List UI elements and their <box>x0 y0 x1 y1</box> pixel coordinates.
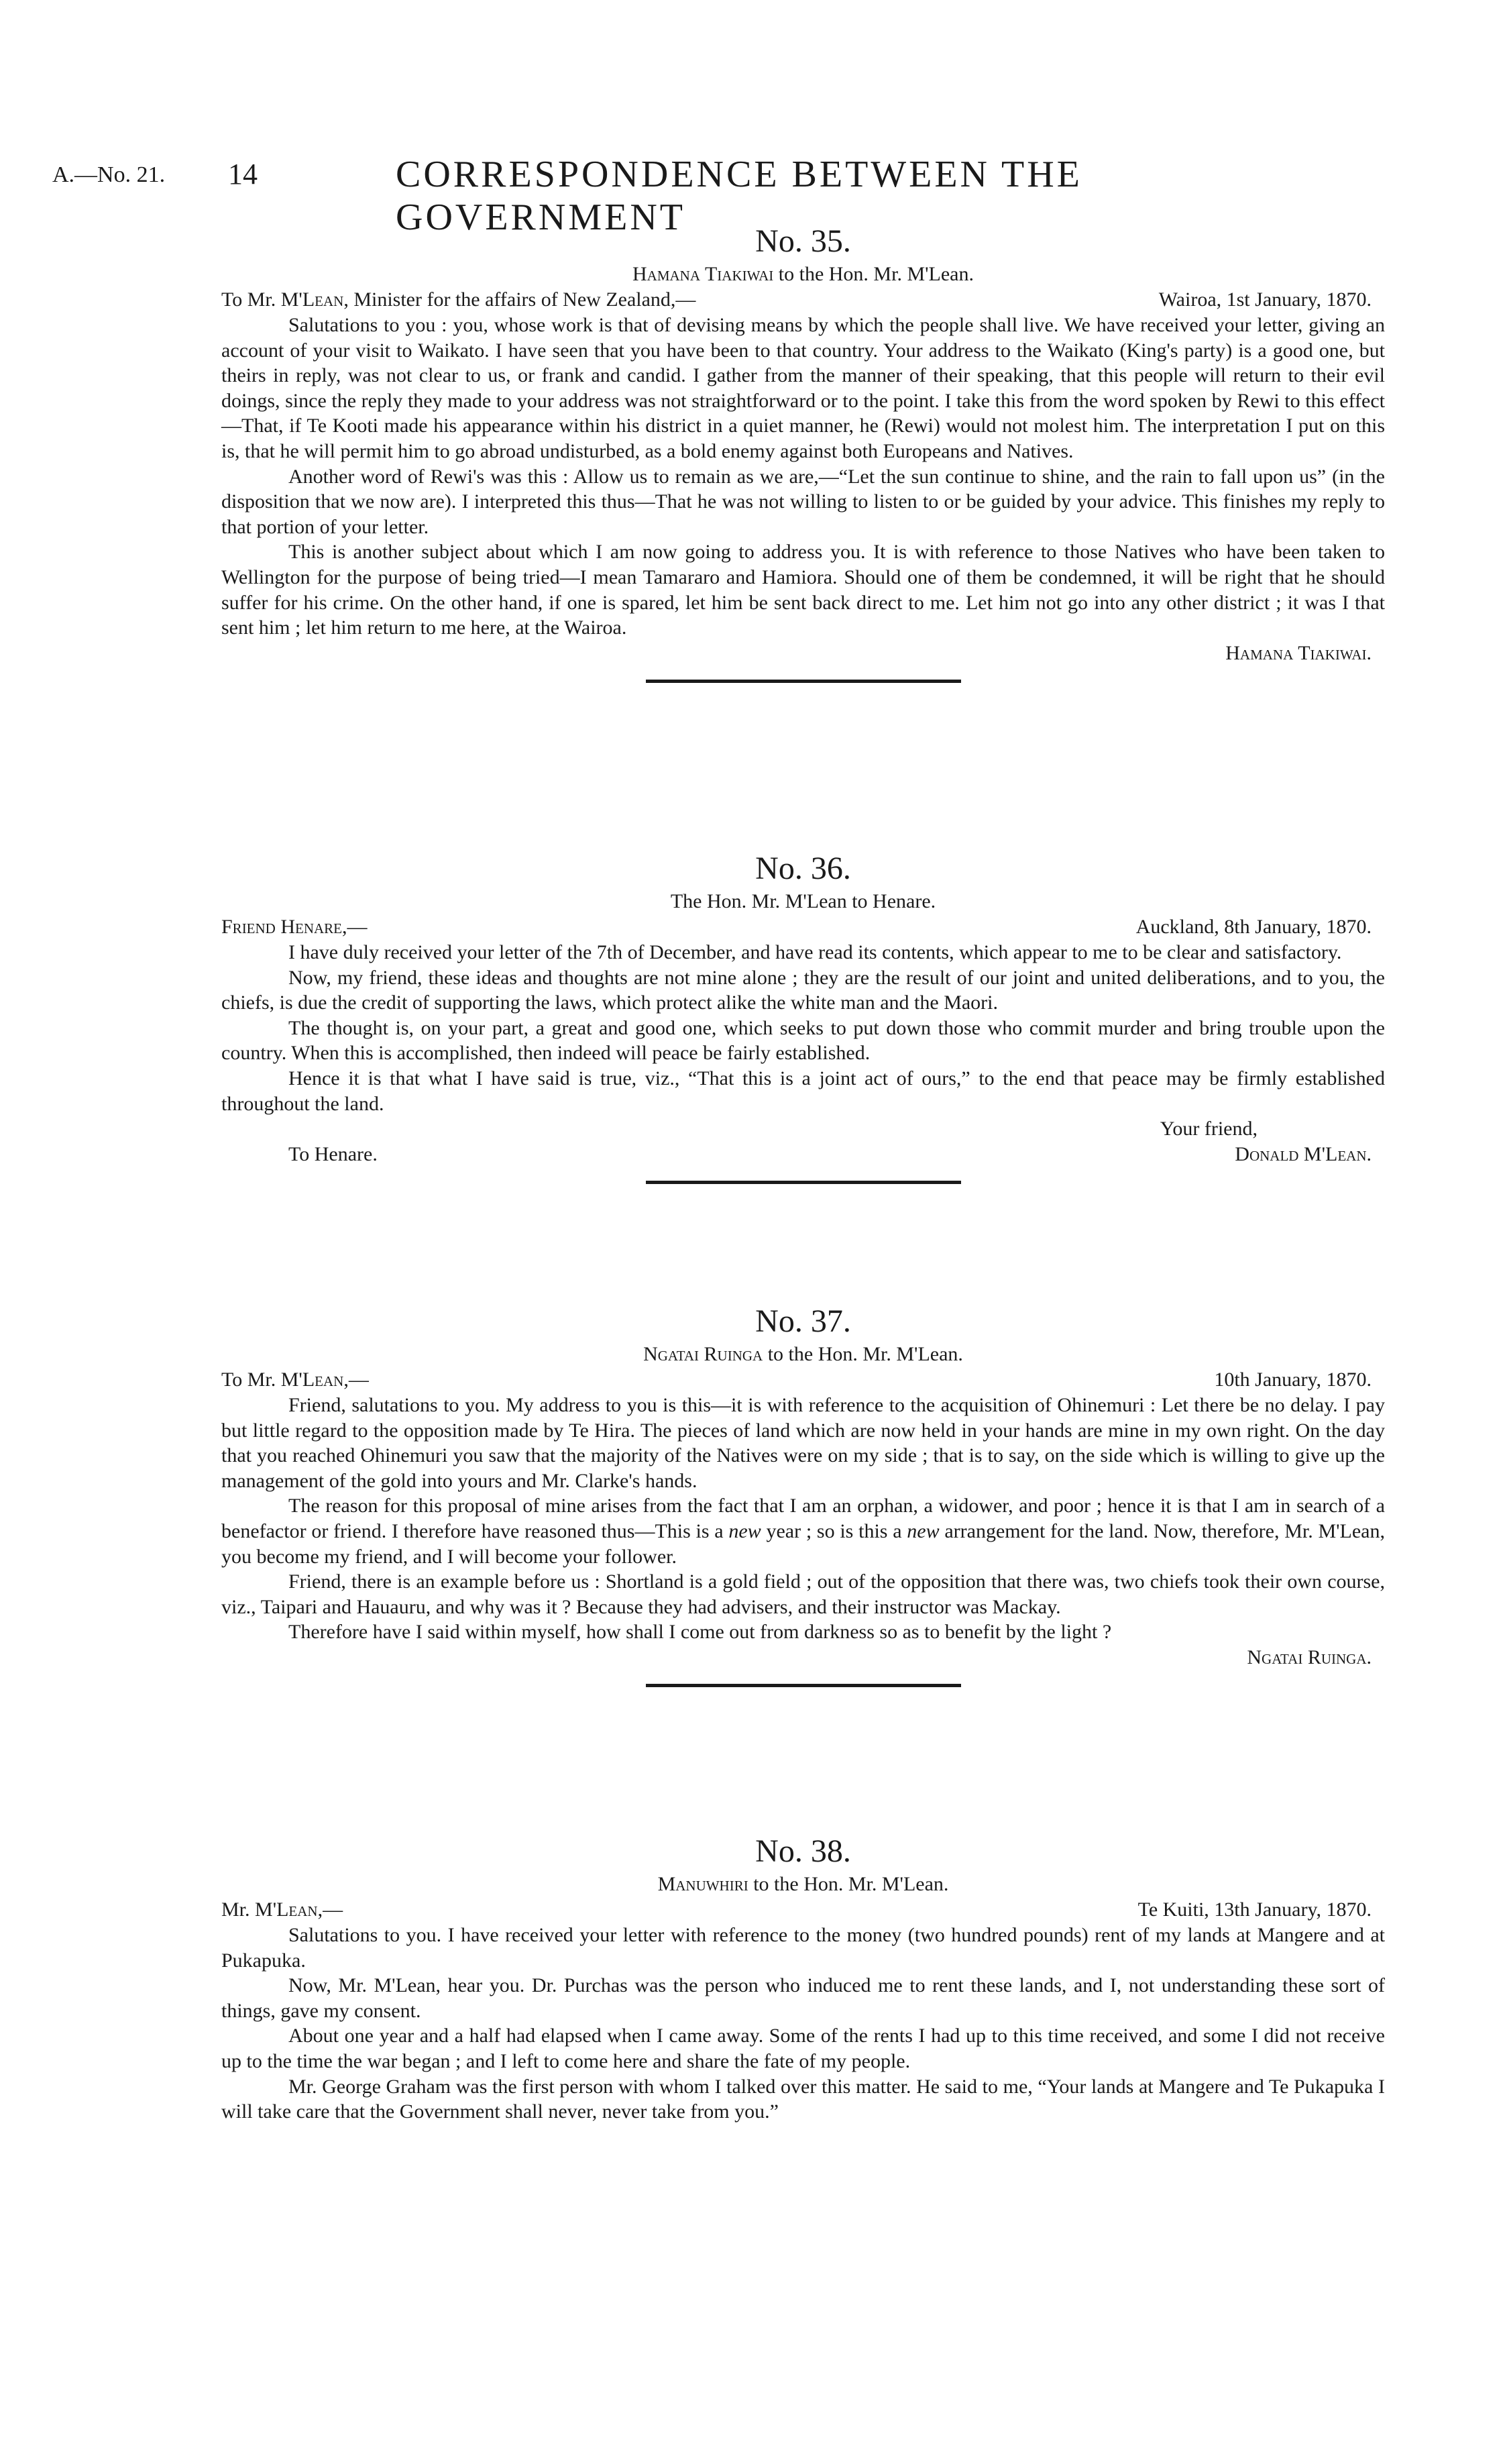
salutation-prefix: To Mr. <box>221 288 281 311</box>
letter-recipient: to the Hon. Mr. M'Lean. <box>773 263 974 285</box>
paragraph: I have duly received your letter of the 7th of December, and have read its contents, which appear to me to be clear and satisfactory. <box>288 941 1342 963</box>
letter-closing <box>221 1116 1385 1167</box>
emphasis: new <box>728 1519 761 1542</box>
letter-sender: Manuwhiri <box>657 1873 748 1895</box>
section-divider <box>646 680 961 683</box>
paragraph: Mr. George Graham was the first person with whom I talked over this matter. He said to me, “Your lands at Mangere and Te Pukapuka I will take care that the Government shall never, never take from you.” <box>221 2075 1385 2123</box>
signature: Ngatai Ruinga. <box>1247 1646 1372 1668</box>
signature: Donald M'Lean. <box>1235 1143 1372 1166</box>
letter-header <box>221 914 1385 940</box>
salutation-suffix: , Minister for the affairs of New Zealand,— <box>343 288 696 311</box>
letter-recipient: to Henare. <box>846 890 936 912</box>
letter-number: No. 36. <box>755 851 851 886</box>
addressee: To Henare. <box>288 1143 378 1166</box>
letter-number: No. 35. <box>755 223 851 259</box>
letter-recipient: to the Hon. Mr. M'Lean. <box>763 1343 963 1365</box>
paragraph: Now, Mr. M'Lean, hear you. Dr. Purchas was the person who induced me to rent these lands, and I, not understanding these sort of things, gave my consent. <box>221 1974 1385 2022</box>
salutation-prefix: To Mr. <box>221 1369 281 1391</box>
paragraph-text: arrangement for the land. Now, therefore, Mr. M'Lean, you become my friend, and I will become your follower. <box>221 1519 1385 1568</box>
closing-phrase: Your friend, <box>1160 1118 1258 1140</box>
letter-sender: The Hon. Mr. M'Lean <box>670 890 847 912</box>
letter-subtitle <box>221 1342 1385 1367</box>
letter-date: Wairoa, 1st January, 1870. <box>1158 288 1372 311</box>
letter-37 <box>221 1301 1385 1697</box>
paragraph: This is another subject about which I am now going to address you. It is with reference to those Natives who have been taken to Wellington for the purpose of being tried—I mean Tamararo and Hamiora. Should one of them be condemned, it will be right that he should suffer for his crime. On the other hand, if one is spared, let him be sent back direct to me. Let him not go into any other district ; it was I that sent him ; let him return to me here, at the Wairoa. <box>221 541 1385 639</box>
paragraph: Salutations to you. I have received your letter with reference to the money (two hundred pounds) rent of my lands at Mangere and at Pukapuka. <box>221 1924 1385 1972</box>
paragraph: Now, my friend, these ideas and thoughts are not mine alone ; they are the result of our joint and united deliberations, and to you, the chiefs, is due the credit of supporting the laws, which protect alike the white man and the Maori. <box>221 966 1385 1014</box>
signature: Hamana Tiakiwai. <box>1225 641 1372 664</box>
document-reference: A.—No. 21. <box>52 162 166 187</box>
salutation-name: M'Lean <box>280 288 344 311</box>
paragraph: Friend, salutations to you. My address to you is this—it is with reference to the acquisition of Ohinemuri : Let there be no delay. I pay but little regard to the opposition made by Te Hira. The pieces of land which are now held in your hands are mine in my own right. On the day that you reached Ohinemuri you saw that the majority of the Natives were on my side ; that is to say, on the side which is willing to give up the management of the gold into yours and Mr. Clarke's hands. <box>221 1394 1385 1492</box>
paragraph: About one year and a half had elapsed when I came away. Some of the rents I had up to this time received, and some I did not receive up to the time the war began ; and I left to come here and share the fate of my people. <box>221 2025 1385 2072</box>
emphasis: new <box>907 1519 940 1542</box>
letter-subtitle <box>221 889 1385 914</box>
paragraph: The thought is, on your part, a great and good one, which seeks to put down those who commit murder and bring trouble upon the country. When this is accomplished, then indeed will peace be fairly established. <box>221 1016 1385 1065</box>
letter-35 <box>221 221 1385 692</box>
paragraph: Therefore have I said within myself, how shall I come out from darkness so as to benefit by the light ? <box>288 1621 1112 1644</box>
salutation-prefix: Mr. <box>221 1898 256 1921</box>
letter-header <box>221 287 1385 313</box>
page-number: 14 <box>228 158 258 191</box>
salutation-suffix: ,— <box>343 1369 369 1391</box>
letter-header <box>221 1367 1385 1393</box>
paragraph: Salutations to you : you, whose work is that of devising means by which the people shall live. We have received your letter, giving an account of your visit to Waikato. I have seen that you have been to that country. Your address to the Waikato (King's party) is a good one, but theirs in reply, was not clear to us, or frank and candid. I gather from the manner of their speaking, that this people will return to their evil doings, since the reply they made to your address was not straightforward or to the point. I take this from the word spoken by Rewi to this effect—That, if Te Kooti made his appearance within his district in a quiet manner, he (Rewi) would not molest him. The interpretation I put on this is, that he will permit him to go abroad undisturbed, as a bold enemy against both Europeans and Natives. <box>221 314 1385 462</box>
paragraph <box>221 1493 1385 1569</box>
paragraph-text: year ; so is this a <box>761 1519 907 1542</box>
salutation-name: M'Lean <box>255 1898 318 1921</box>
paragraph-text: The reason for this proposal of mine arises from the fact that I am an orphan, a widower, and poor ; hence it is that I am in search of a benefactor or friend. I therefore have reasoned thus—This is a <box>221 1495 1385 1542</box>
salutation: Friend Henare,— <box>221 916 368 938</box>
section-divider <box>646 1181 961 1184</box>
letter-sender: Hamana Tiakiwai <box>632 263 774 285</box>
section-divider <box>646 1684 961 1687</box>
paragraph: Friend, there is an example before us : Shortland is a gold field ; out of the opposition that there was, two chiefs took their own course, viz., Taipari and Hauauru, and why was it ? Because they had advisers, and their instructor was Mackay. <box>221 1570 1385 1618</box>
salutation-name: M'Lean <box>280 1369 344 1391</box>
letter-subtitle <box>221 1872 1385 1897</box>
letter-header <box>221 1897 1385 1923</box>
letter-date: Te Kuiti, 13th January, 1870. <box>1137 1898 1372 1921</box>
letter-date: 10th January, 1870. <box>1214 1369 1372 1391</box>
letter-sender: Ngatai Ruinga <box>643 1343 763 1365</box>
running-head <box>52 153 1347 238</box>
letter-subtitle <box>221 262 1385 287</box>
letter-number: No. 37. <box>755 1303 851 1339</box>
paragraph: Another word of Rewi's was this : Allow us to remain as we are,—“Let the sun continue to shine, and the rain to fall upon us” (in the disposition that we now are). I interpreted this thus—That he was not willing to listen to or be guided by your advice. This finishes my reply to that portion of your letter. <box>221 465 1385 538</box>
letter-38 <box>221 1831 1385 2125</box>
letter-36 <box>221 849 1385 1193</box>
letter-recipient: to the Hon. Mr. M'Lean. <box>748 1873 949 1895</box>
salutation-suffix: ,— <box>317 1898 343 1921</box>
letter-date: Auckland, 8th January, 1870. <box>1135 916 1372 938</box>
letter-number: No. 38. <box>755 1833 851 1869</box>
paragraph: Hence it is that what I have said is true, viz., “That this is a joint act of ours,” to the end that peace may be firmly established throughout the land. <box>221 1067 1385 1115</box>
running-title: CORRESPONDENCE BETWEEN THE GOVERNMENT <box>396 154 1082 238</box>
